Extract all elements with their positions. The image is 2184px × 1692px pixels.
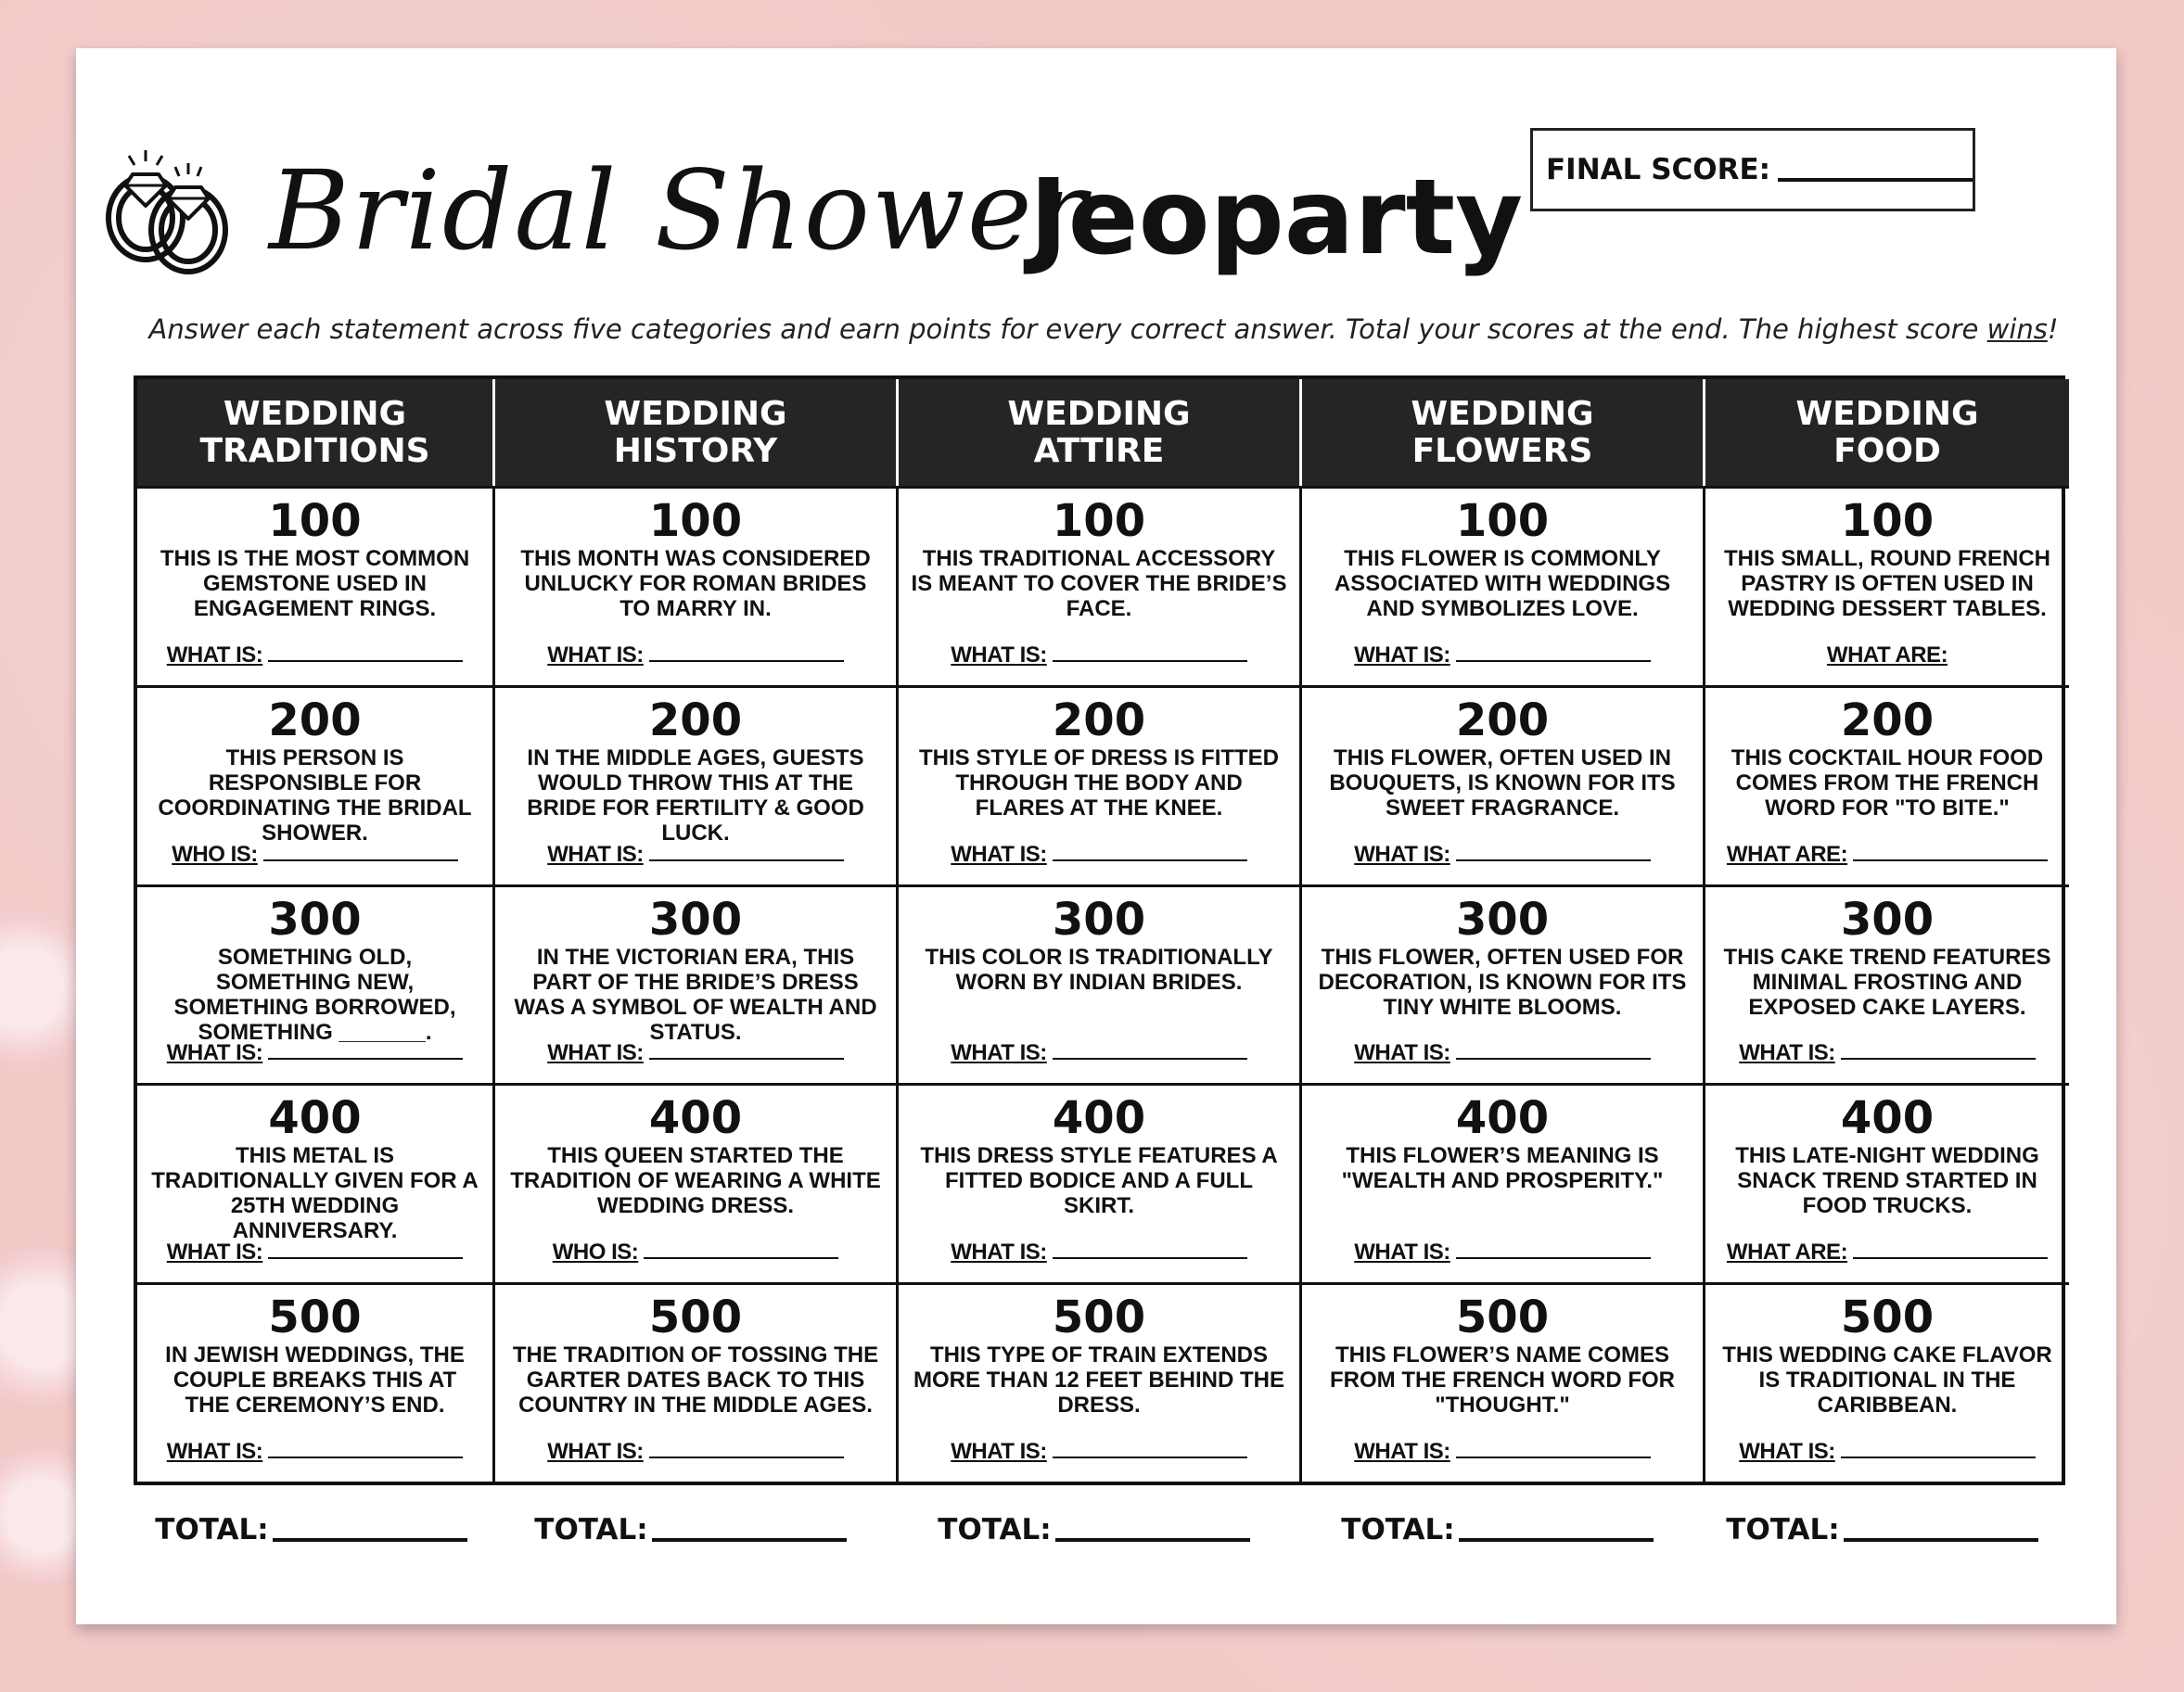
question-text: THIS IS THE MOST COMMON GEMSTONE USED IN ENGAGEMENT RINGS.: [160, 546, 470, 621]
answer-field[interactable]: [1302, 1040, 1703, 1066]
question-cell: [896, 685, 1299, 884]
question-cell: [492, 1282, 896, 1482]
question-text: THIS TRADITIONAL ACCESSORY IS MEANT TO COVER THE BRIDE’S FACE.: [911, 546, 1287, 621]
point-value: 500: [1840, 1291, 1935, 1344]
category-header: [137, 379, 492, 486]
question-cell: [492, 685, 896, 884]
answer-label: WHO IS:: [552, 1240, 639, 1266]
answer-label: WHAT IS:: [547, 841, 644, 867]
instructions-text: Answer each statement across five categories and earn points for every correct answer. Total your scores at the end. The highest score: [148, 313, 1987, 345]
answer-field[interactable]: [495, 1240, 896, 1266]
point-value: 100: [648, 495, 743, 547]
final-score-input-line[interactable]: [1778, 178, 1973, 182]
point-value: 400: [1052, 1092, 1146, 1145]
answer-field[interactable]: [495, 642, 896, 668]
total-label: TOTAL:: [1341, 1513, 1455, 1546]
answer-label: WHAT ARE:: [1726, 841, 1848, 867]
answer-line[interactable]: [649, 859, 844, 861]
answer-field[interactable]: [899, 1240, 1299, 1266]
answer-field[interactable]: [137, 1439, 492, 1465]
total-input-line[interactable]: [1844, 1538, 2038, 1542]
answer-label: WHAT IS:: [166, 642, 263, 668]
question-text: THIS FLOWER’S NAME COMES FROM THE FRENCH WORD FOR "THOUGHT.": [1330, 1342, 1675, 1418]
category-total: [1296, 1507, 1699, 1553]
category-line2: HISTORY: [613, 431, 778, 470]
answer-field[interactable]: [1705, 1240, 2069, 1266]
answer-line[interactable]: [649, 1457, 844, 1458]
answer-label: WHAT IS:: [166, 1040, 263, 1066]
answer-label: WHAT IS:: [1354, 1240, 1450, 1266]
category-total: [489, 1507, 892, 1553]
answer-field[interactable]: [1302, 1240, 1703, 1266]
answer-label: WHAT IS:: [547, 1439, 644, 1464]
answer-label: WHAT IS:: [951, 1040, 1047, 1066]
answer-field[interactable]: [1302, 842, 1703, 868]
point-value: 500: [1052, 1291, 1146, 1344]
total-label: TOTAL:: [1726, 1513, 1840, 1546]
question-cell: [896, 884, 1299, 1084]
answer-line[interactable]: [268, 1457, 463, 1458]
question-cell: [1299, 486, 1703, 685]
answer-label: WHAT ARE:: [1826, 642, 1948, 668]
answer-field[interactable]: [899, 1040, 1299, 1066]
wedding-rings-icon: [97, 93, 236, 292]
point-value: 300: [1455, 893, 1550, 946]
point-value: 100: [1052, 495, 1146, 547]
point-value: 100: [268, 495, 362, 547]
category-total: [1699, 1507, 2065, 1553]
question-cell: [1299, 685, 1703, 884]
answer-label: WHAT IS:: [166, 1240, 263, 1266]
category-header: [492, 379, 896, 486]
question-text: THIS WEDDING CAKE FLAVOR IS TRADITIONAL IN THE CARIBBEAN.: [1722, 1342, 2052, 1418]
point-value: 200: [1840, 693, 1935, 746]
question-cell: [137, 1083, 492, 1282]
category-line1: WEDDING: [1007, 394, 1191, 433]
answer-label: WHAT IS:: [951, 841, 1047, 867]
question-cell: [896, 486, 1299, 685]
answer-field[interactable]: [1705, 642, 2069, 668]
answer-field[interactable]: [495, 1040, 896, 1066]
point-value: 400: [648, 1092, 743, 1145]
category-line1: WEDDING: [604, 394, 787, 433]
question-cell: [1703, 1282, 2069, 1482]
question-text: IN JEWISH WEDDINGS, THE COUPLE BREAKS THIS AT THE CEREMONY’S END.: [165, 1342, 465, 1418]
answer-field[interactable]: [137, 642, 492, 668]
question-cell: [492, 884, 896, 1084]
answer-field[interactable]: [1705, 842, 2069, 868]
final-score-box: [1530, 128, 1975, 211]
answer-field[interactable]: [899, 1439, 1299, 1465]
question-cell: [492, 1083, 896, 1282]
answer-line[interactable]: [1456, 1058, 1651, 1060]
answer-label: WHAT IS:: [1739, 1439, 1835, 1464]
answer-field[interactable]: [137, 1240, 492, 1266]
answer-line[interactable]: [1053, 1257, 1247, 1259]
question-cell: [1703, 685, 2069, 884]
question-cell: [1703, 486, 2069, 685]
instructions-end: !: [2047, 313, 2059, 345]
point-value: 400: [1455, 1092, 1550, 1145]
answer-line[interactable]: [1456, 660, 1651, 662]
point-value: 200: [1455, 693, 1550, 746]
question-text: THIS FLOWER’S MEANING IS "WEALTH AND PROSPERITY.": [1341, 1143, 1664, 1194]
answer-field[interactable]: [1705, 1040, 2069, 1066]
point-value: 400: [268, 1092, 362, 1145]
category-line1: WEDDING: [1795, 394, 1979, 433]
question-text: THIS METAL IS TRADITIONALLY GIVEN FOR A 25TH WEDDING ANNIVERSARY.: [151, 1143, 479, 1244]
total-label: TOTAL:: [534, 1513, 648, 1546]
answer-field[interactable]: [495, 842, 896, 868]
question-text: THIS LATE-NIGHT WEDDING SNACK TREND STARTED IN FOOD TRUCKS.: [1735, 1143, 2039, 1219]
question-cell: [1703, 1083, 2069, 1282]
question-text: THIS FLOWER, OFTEN USED IN BOUQUETS, IS KNOWN FOR ITS SWEET FRAGRANCE.: [1329, 744, 1676, 821]
point-value: 500: [648, 1291, 743, 1344]
question-text: THIS COLOR IS TRADITIONALLY WORN BY INDIAN BRIDES.: [925, 944, 1273, 995]
question-text: THIS SMALL, ROUND FRENCH PASTRY IS OFTEN USED IN WEDDING DESSERT TABLES.: [1724, 546, 2050, 621]
answer-field[interactable]: [1302, 1439, 1703, 1465]
answer-line[interactable]: [263, 859, 458, 861]
answer-line[interactable]: [1456, 1457, 1651, 1458]
category-line1: WEDDING: [1411, 394, 1594, 433]
answer-label: WHAT ARE:: [1726, 1240, 1848, 1266]
question-text: THIS QUEEN STARTED THE TRADITION OF WEARING A WHITE WEDDING DRESS.: [510, 1143, 881, 1219]
point-value: 300: [268, 893, 362, 946]
question-cell: [1703, 884, 2069, 1084]
question-text: THIS COCKTAIL HOUR FOOD COMES FROM THE FRENCH WORD FOR "TO BITE.": [1731, 744, 2044, 821]
totals-row: [134, 1507, 2065, 1553]
point-value: 500: [1455, 1291, 1550, 1344]
jeopardy-board: [134, 375, 2065, 1485]
answer-line[interactable]: [1053, 660, 1247, 662]
question-text: IN THE MIDDLE AGES, GUESTS WOULD THROW THIS AT THE BRIDE FOR FERTILITY & GOOD LUCK.: [527, 744, 864, 846]
answer-line[interactable]: [1841, 1058, 2036, 1060]
answer-line[interactable]: [1456, 859, 1651, 861]
total-input-line[interactable]: [652, 1538, 847, 1542]
answer-field[interactable]: [137, 1040, 492, 1066]
total-input-line[interactable]: [273, 1538, 467, 1542]
answer-label: WHAT IS:: [166, 1439, 263, 1464]
point-value: 300: [648, 893, 743, 946]
question-cell: [1299, 1282, 1703, 1482]
question-cell: [137, 486, 492, 685]
answer-label: WHAT IS:: [951, 1240, 1047, 1266]
answer-line[interactable]: [1053, 1457, 1247, 1458]
answer-label: WHAT IS:: [547, 642, 644, 668]
question-text: THIS FLOWER IS COMMONLY ASSOCIATED WITH WEDDINGS AND SYMBOLIZES LOVE.: [1334, 546, 1671, 621]
total-input-line[interactable]: [1055, 1538, 1250, 1542]
answer-label: WHAT IS:: [1739, 1040, 1835, 1066]
question-text: THIS PERSON IS RESPONSIBLE FOR COORDINATING THE BRIDAL SHOWER.: [158, 744, 472, 846]
question-text: IN THE VICTORIAN ERA, THIS PART OF THE BRIDE’S DRESS WAS A SYMBOL OF WEALTH AND STATUS.: [514, 944, 877, 1045]
category-total: [892, 1507, 1296, 1553]
point-value: 200: [648, 693, 743, 746]
answer-field[interactable]: [1705, 1439, 2069, 1465]
category-line2: FOOD: [1833, 431, 1941, 470]
answer-line[interactable]: [644, 1257, 838, 1259]
answer-line[interactable]: [1841, 1457, 2036, 1458]
question-text: THE TRADITION OF TOSSING THE GARTER DATES BACK TO THIS COUNTRY IN THE MIDDLE AGES.: [512, 1342, 879, 1418]
question-text: THIS STYLE OF DRESS IS FITTED THROUGH THE BODY AND FLARES AT THE KNEE.: [918, 744, 1280, 821]
category-line1: WEDDING: [223, 394, 407, 433]
answer-field[interactable]: [899, 842, 1299, 868]
answer-label: WHAT IS:: [547, 1040, 644, 1066]
question-cell: [896, 1083, 1299, 1282]
answer-line[interactable]: [268, 660, 463, 662]
total-label: TOTAL:: [155, 1513, 269, 1546]
point-value: 400: [1840, 1092, 1935, 1145]
answer-line[interactable]: [1853, 859, 2048, 861]
point-value: 300: [1052, 893, 1146, 946]
category-header: [1703, 379, 2069, 486]
answer-line[interactable]: [268, 1257, 463, 1259]
category-line2: ATTIRE: [1033, 431, 1165, 470]
question-text: SOMETHING OLD, SOMETHING NEW, SOMETHING BORROWED, SOMETHING _______.: [173, 944, 456, 1045]
question-cell: [896, 1282, 1299, 1482]
question-cell: [492, 486, 896, 685]
category-total: [134, 1507, 489, 1553]
category-header: [1299, 379, 1703, 486]
question-text: THIS CAKE TREND FEATURES MINIMAL FROSTING AND EXPOSED CAKE LAYERS.: [1723, 944, 2051, 1020]
answer-line[interactable]: [268, 1058, 463, 1060]
instructions: [102, 313, 2105, 345]
answer-label: WHAT IS:: [1354, 642, 1450, 668]
question-text: THIS MONTH WAS CONSIDERED UNLUCKY FOR ROMAN BRIDES TO MARRY IN.: [520, 546, 871, 621]
answer-line[interactable]: [649, 660, 844, 662]
title-script: Bridal Shower: [269, 146, 1089, 274]
point-value: 200: [1052, 693, 1146, 746]
answer-label: WHAT IS:: [951, 1439, 1047, 1464]
answer-field[interactable]: [899, 642, 1299, 668]
final-score-label: FINAL SCORE:: [1546, 153, 1771, 186]
category-header: [896, 379, 1299, 486]
answer-label: WHAT IS:: [1354, 1040, 1450, 1066]
answer-label: WHAT IS:: [1354, 841, 1450, 867]
answer-field[interactable]: [495, 1439, 896, 1465]
answer-line[interactable]: [649, 1058, 844, 1060]
answer-line[interactable]: [1053, 1058, 1247, 1060]
total-label: TOTAL:: [938, 1513, 1052, 1546]
answer-label: WHAT IS:: [951, 642, 1047, 668]
category-line2: FLOWERS: [1411, 431, 1593, 470]
question-cell: [137, 685, 492, 884]
point-value: 500: [268, 1291, 362, 1344]
category-line2: TRADITIONS: [199, 431, 430, 470]
total-input-line[interactable]: [1459, 1538, 1654, 1542]
answer-field[interactable]: [1302, 642, 1703, 668]
point-value: 300: [1840, 893, 1935, 946]
question-text: THIS FLOWER, OFTEN USED FOR DECORATION, IS KNOWN FOR ITS TINY WHITE BLOOMS.: [1318, 944, 1687, 1020]
answer-label: WHO IS:: [172, 841, 258, 867]
answer-line[interactable]: [1053, 859, 1247, 861]
instructions-emphasis: wins: [1986, 313, 2048, 345]
answer-label: WHAT IS:: [1354, 1439, 1450, 1464]
point-value: 200: [268, 693, 362, 746]
point-value: 100: [1455, 495, 1550, 547]
question-cell: [1299, 884, 1703, 1084]
title-bold: Jeoparty: [1029, 158, 1524, 278]
question-text: THIS DRESS STYLE FEATURES A FITTED BODICE AND A FULL SKIRT.: [920, 1143, 1278, 1219]
answer-line[interactable]: [1853, 1257, 2048, 1259]
answer-line[interactable]: [1456, 1257, 1651, 1259]
question-cell: [137, 1282, 492, 1482]
question-text: THIS TYPE OF TRAIN EXTENDS MORE THAN 12 FEET BEHIND THE DRESS.: [913, 1342, 1285, 1418]
answer-field[interactable]: [137, 842, 492, 868]
point-value: 100: [1840, 495, 1935, 547]
question-cell: [137, 884, 492, 1084]
question-cell: [1299, 1083, 1703, 1282]
